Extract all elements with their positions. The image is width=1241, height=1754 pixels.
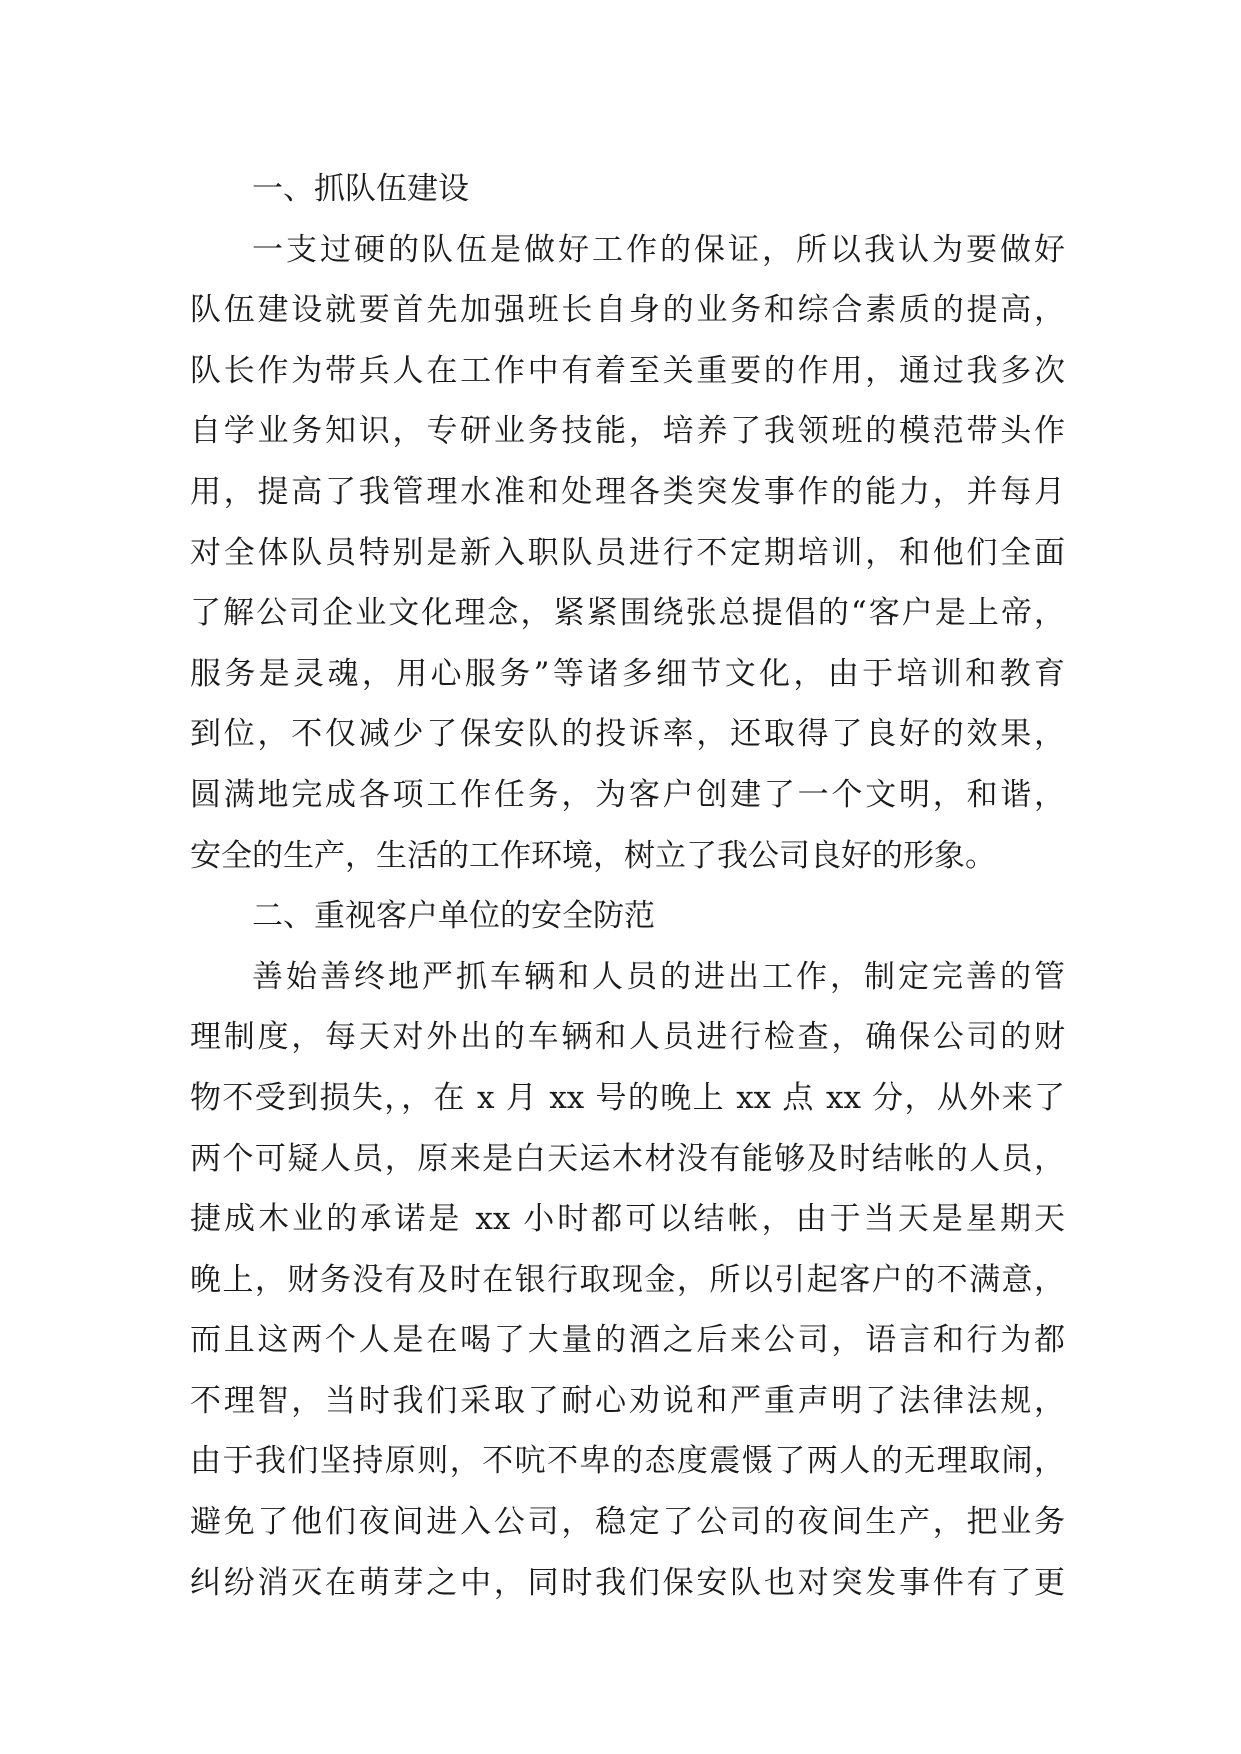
- paragraph-line: 到位，不仅减少了保安队的投诉率，还取得了良好的效果，: [190, 716, 1065, 753]
- paragraph-line: 对全体队员特别是新入职队员进行不定期培训，和他们全面: [190, 534, 1065, 571]
- paragraph-line: 不理智，当时我们采取了耐心劝说和严重声明了法律法规，: [190, 1382, 1065, 1419]
- paragraph-line: 纠纷消灭在萌芽之中，同时我们保安队也对突发事件有了更: [190, 1564, 1065, 1601]
- paragraph-line: 自学业务知识，专研业务技能，培养了我领班的模范带头作: [190, 413, 1065, 450]
- paragraph-line: 晚上，财务没有及时在银行取现金，所以引起客户的不满意，: [190, 1261, 1065, 1298]
- paragraph-line: 由于我们坚持原则，不吭不卑的态度震慑了两人的无理取闹，: [190, 1443, 1065, 1480]
- paragraph: [190, 220, 1065, 887]
- paragraph-line: 队长作为带兵人在工作中有着至关重要的作用，通过我多次: [190, 352, 1065, 389]
- paragraph: [190, 947, 1065, 1614]
- paragraph-line: 队伍建设就要首先加强班长自身的业务和综合素质的提高，: [190, 292, 1065, 329]
- paragraph-line: 捷成木业的承诺是 xx 小时都可以结帐，由于当天是星期天: [190, 1201, 1065, 1238]
- paragraph-line: 两个可疑人员，原来是白天运木材没有能够及时结帐的人员，: [190, 1140, 1065, 1177]
- paragraph-line: 用，提高了我管理水准和处理各类突发事作的能力，并每月: [190, 473, 1065, 510]
- paragraph-line: 服务是灵魂，用心服务”等诸多细节文化，由于培训和教育: [190, 655, 1065, 692]
- paragraph-line: 圆满地完成各项工作任务，为客户创建了一个文明，和谐，: [190, 776, 1065, 813]
- section-heading: 一、抓队伍建设: [252, 171, 469, 207]
- paragraph-line: 安全的生产，生活的工作环境，树立了我公司良好的形象。: [190, 837, 996, 874]
- paragraph-line: 而且这两个人是在喝了大量的酒之后来公司，语言和行为都: [190, 1322, 1065, 1359]
- paragraph-line: 物不受到损失，，在 x 月 xx 号的晚上 xx 点 xx 分，从外来了: [190, 1079, 1065, 1116]
- paragraph-line: 理制度，每天对外出的车辆和人员进行检查，确保公司的财: [190, 1019, 1065, 1056]
- document-body: [190, 159, 1065, 1613]
- section-heading: 二、重视客户单位的安全防范: [252, 898, 655, 935]
- paragraph-line: 避免了他们夜间进入公司，稳定了公司的夜间生产，把业务: [190, 1504, 1065, 1541]
- paragraph-line: 一支过硬的队伍是做好工作的保证，所以我认为要做好: [252, 231, 1065, 268]
- paragraph-line: 善始善终地严抓车辆和人员的进出工作，制定完善的管: [252, 958, 1065, 995]
- paragraph-line: 了解公司企业文化理念，紧紧围绕张总提倡的“客户是上帝，: [190, 595, 1065, 632]
